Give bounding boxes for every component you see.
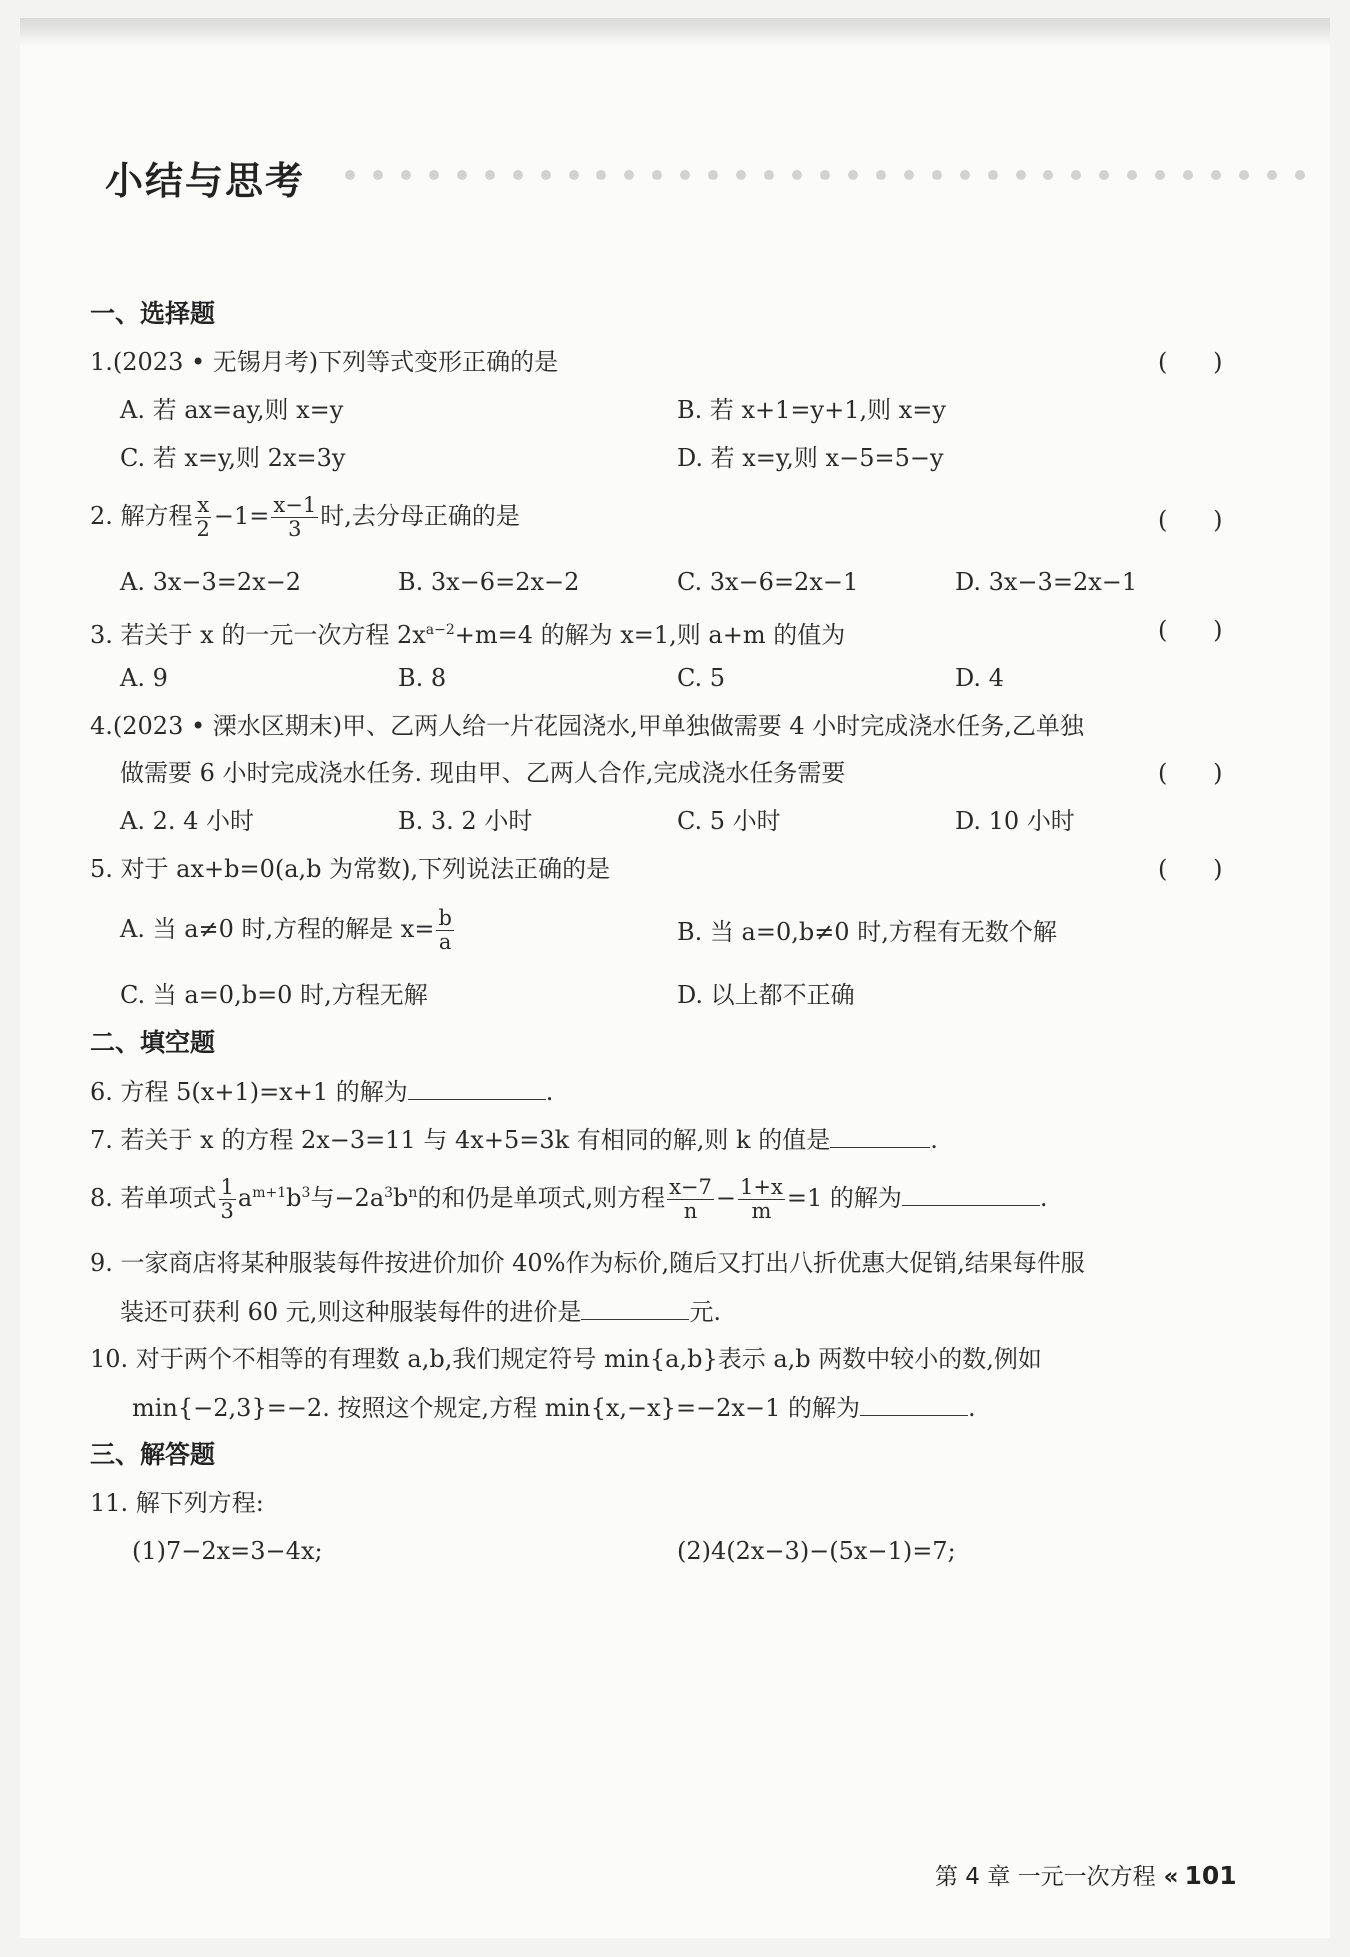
q7: 7. 若关于 x 的方程 2x−3=11 与 4x+5=3k 有相同的解,则 k 的值是 . [90,1126,938,1154]
q2-pre: 2. 解方程 [90,502,193,530]
q1-option-b: B. 若 x+1=y+1,则 x=y [677,396,946,424]
double-chevron-left-icon: « [1163,1864,1179,1890]
q5-answer-paren[interactable]: ( ) [1158,855,1223,883]
q11-stem: 11. 解下列方程: [90,1489,264,1517]
chapter-label: 第 4 章 一元一次方程 [935,1864,1156,1890]
q3-option-a: A. 9 [120,664,168,692]
q2-option-a: A. 3x−3=2x−2 [120,568,302,596]
q2-answer-paren[interactable]: ( ) [1158,506,1223,534]
q1-option-c: C. 若 x=y,则 2x=3y [120,444,346,472]
page-footer [935,1858,1237,1891]
top-shadow-band [20,18,1330,46]
q5-option-d: D. 以上都不正确 [677,981,855,1009]
q1-answer-paren[interactable]: ( ) [1158,348,1223,376]
q1-option-d: D. 若 x=y,则 x−5=5−y [677,444,944,472]
q2-fraction-2: $\frac{x-1}{3}$ [273,493,317,541]
q8-fraction-2: $\frac{1+x}{m}$ [740,1175,783,1223]
q4-option-b: B. 3. 2 小时 [398,807,533,835]
q5-option-a: A. 当 a≠0 时,方程的解是 x= $\frac{b}{a}$ [120,906,452,954]
q5-option-c: C. 当 a=0,b=0 时,方程无解 [120,981,428,1009]
q4-option-c: C. 5 小时 [677,807,781,835]
q5-option-b: B. 当 a=0,b≠0 时,方程有无数个解 [677,918,1057,946]
q2-option-b: B. 3x−6=2x−2 [398,568,580,596]
q4-option-a: A. 2. 4 小时 [120,807,255,835]
q2-option-d: D. 3x−3=2x−1 [955,568,1138,596]
q9-line2: 装还可获利 60 元,则这种服装每件的进价是 元. [120,1298,722,1326]
q3-option-c: C. 5 [677,664,726,692]
q6: 6. 方程 5(x+1)=x+1 的解为 . [90,1078,554,1106]
q3-option-b: B. 8 [398,664,447,692]
q4-stem-line1: 4.(2023 • 溧水区期末)甲、乙两人给一片花园浇水,甲单独做需要 4 小时完成浇水任务,乙单独 [90,712,1084,740]
q3-option-d: D. 4 [955,664,1004,692]
q5-fraction: $\frac{b}{a}$ [438,906,452,954]
q2-stem [90,494,520,541]
q9-answer-blank[interactable] [581,1296,689,1320]
q4-answer-paren[interactable]: ( ) [1158,759,1223,787]
q1-option-a: A. 若 ax=ay,则 x=y [120,396,344,424]
q2-fraction-1: $\frac{x}{2}$ [196,493,210,541]
q6-answer-blank[interactable] [408,1076,546,1100]
q2-mid: −1= [213,502,270,530]
page-title: 小结与思考 [105,159,306,203]
q8: 8. 若单项式 $\frac{1}{3}$ $a^{m+1}b^3$与$-2a^3b^n$的和仍是单项式,则方程 $\frac{x-7}{n}$ − $\frac{1+x}{m}$ =1 的解为 . [90,1175,1048,1223]
q4-option-d: D. 10 小时 [955,807,1075,835]
section-heading-fill: 二、填空题 [90,1028,216,1057]
q9-line1: 9. 一家商店将某种服装每件按进价加价 40%作为标价,随后又打出八折优惠大促销,结果每件服 [90,1249,1085,1277]
q10-line2: min{−2,3}=−2. 按照这个规定,方程 min{x,−x}=−2x−1 的解为 . [132,1394,976,1422]
q10-answer-blank[interactable] [860,1392,968,1416]
q5-stem: 5. 对于 ax+b=0(a,b 为常数),下列说法正确的是 [90,855,611,883]
section-heading-choice: 一、选择题 [90,299,216,328]
q8-fraction-1: $\frac{x-7}{n}$ [669,1175,712,1223]
q3-stem: 3. 若关于 x 的一元一次方程 $2x^{a-2}+m=4$ 的解为 x=1,则 a+m 的值为 [90,621,846,649]
q11-part2: (2)4(2x−3)−(5x−1)=7; [677,1537,956,1565]
q7-answer-blank[interactable] [830,1124,930,1148]
q2-post: 时,去分母正确的是 [320,502,520,530]
q1-stem: 1.(2023 • 无锡月考)下列等式变形正确的是 [90,348,559,376]
page-number: 101 [1184,1861,1237,1890]
q4-stem-line2: 做需要 6 小时完成浇水任务. 现由甲、乙两人合作,完成浇水任务需要 [120,759,846,787]
q3-answer-paren[interactable]: ( ) [1158,616,1223,644]
q2-option-c: C. 3x−6=2x−1 [677,568,859,596]
q8-answer-blank[interactable] [902,1182,1040,1206]
page-sheet [20,18,1330,1938]
q10-line1: 10. 对于两个不相等的有理数 a,b,我们规定符号 min{a,b}表示 a,b 两数中较小的数,例如 [90,1345,1042,1373]
q11-part1: (1)7−2x=3−4x; [132,1537,323,1565]
title-dot-divider [345,168,1305,182]
section-heading-solve: 三、解答题 [90,1440,216,1469]
q8-coefficient-fraction: $\frac{1}{3}$ [220,1175,234,1223]
